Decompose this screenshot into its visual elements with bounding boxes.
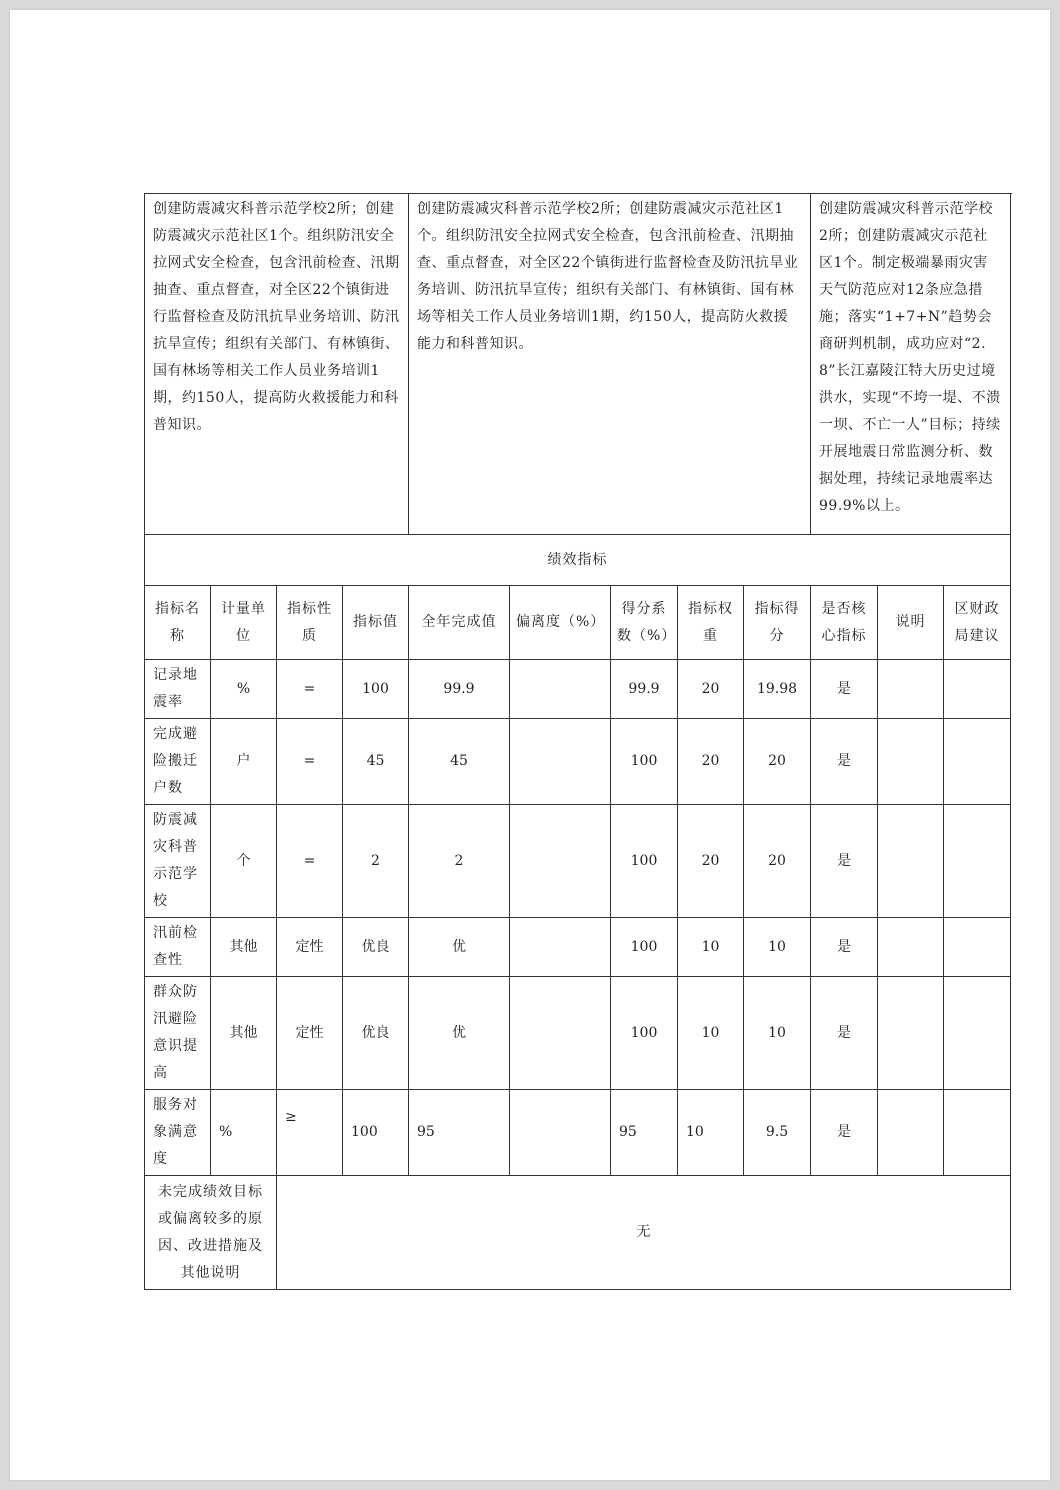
description-row: [145, 194, 1011, 535]
core-cell: 是: [811, 1090, 878, 1176]
score-cell: 19.98: [744, 660, 811, 719]
note-cell: [878, 660, 944, 719]
nature-cell: 定性: [277, 977, 343, 1090]
table-row: [145, 1090, 1011, 1176]
nature-cell: ≥: [277, 1090, 343, 1176]
score-cell: 20: [744, 719, 811, 805]
target-cell: 优良: [343, 977, 409, 1090]
target-cell: 100: [343, 1090, 409, 1176]
footer-value: 无: [277, 1176, 1011, 1290]
indicator-name: 群众防汛避险意识提高: [145, 977, 211, 1090]
target-cell: 2: [343, 805, 409, 918]
description-cell-2: 创建防震减灾科普示范学校2所；创建防震减灾示范社区1个。组织防汛安全拉网式安全检查，包含汛前检查、汛期抽查、重点督查，对全区22个镇街进行监督检查及防汛抗旱业务培训、防汛抗旱宣传；组织有关部门、有林镇街、国有林场等相关工作人员业务培训1期，约150人，提高防火救援能力和科普知识。: [409, 194, 811, 535]
actual-cell: 2: [409, 805, 510, 918]
note-cell: [878, 977, 944, 1090]
advice-cell: [944, 918, 1011, 977]
weight-cell: 10: [678, 977, 744, 1090]
target-cell: 45: [343, 719, 409, 805]
score-cell: 10: [744, 918, 811, 977]
coefficient-cell: 100: [611, 977, 678, 1090]
indicator-name: 完成避险搬迁户数: [145, 719, 211, 805]
advice-cell: [944, 660, 1011, 719]
table-row: [145, 805, 1011, 918]
indicator-name: 汛前检查性: [145, 918, 211, 977]
score-cell: 9.5: [744, 1090, 811, 1176]
target-cell: 100: [343, 660, 409, 719]
actual-cell: 优: [409, 918, 510, 977]
table-row: [145, 918, 1011, 977]
core-cell: 是: [811, 719, 878, 805]
indicator-name: 防震减灾科普示范学校: [145, 805, 211, 918]
table-row: [145, 977, 1011, 1090]
footer-label: 未完成绩效目标或偏离较多的原因、改进措施及其他说明: [145, 1176, 277, 1290]
header-note: 说明: [878, 586, 944, 660]
coefficient-cell: 99.9: [611, 660, 678, 719]
nature-cell: 定性: [277, 918, 343, 977]
core-cell: 是: [811, 918, 878, 977]
header-weight: 指标权重: [678, 586, 744, 660]
unit-cell: 个: [211, 805, 277, 918]
header-deviation: 偏离度（%）: [510, 586, 611, 660]
core-cell: 是: [811, 805, 878, 918]
unit-cell: %: [211, 1090, 277, 1176]
deviation-cell: [510, 719, 611, 805]
table-row: [145, 719, 1011, 805]
advice-cell: [944, 719, 1011, 805]
header-advice: 区财政局建议: [944, 586, 1011, 660]
document-page: [10, 10, 1050, 1480]
nature-cell: =: [277, 805, 343, 918]
header-unit: 计量单位: [211, 586, 277, 660]
note-cell: [878, 805, 944, 918]
weight-cell: 10: [678, 1090, 744, 1176]
section-title-row: [145, 535, 1011, 586]
indicator-name: 服务对象满意度: [145, 1090, 211, 1176]
coefficient-cell: 100: [611, 918, 678, 977]
description-cell-3: 创建防震减灾科普示范学校2所；创建防震减灾示范社区1个。制定极端暴雨灾害天气防范应对12条应急措施；落实“1+7+N”趋势会商研判机制，成功应对“2.8”长江嘉陵江特大历史过境洪水，实现“不垮一堤、不溃一坝、不亡一人”目标；持续开展地震日常监测分析、数据处理，持续记录地震率达99.9%以上。: [811, 194, 1011, 535]
nature-cell: =: [277, 719, 343, 805]
deviation-cell: [510, 1090, 611, 1176]
header-indicator-name: 指标名称: [145, 586, 211, 660]
header-score: 指标得分: [744, 586, 811, 660]
unit-cell: %: [211, 660, 277, 719]
performance-table: [144, 193, 1011, 1290]
weight-cell: 20: [678, 660, 744, 719]
actual-cell: 45: [409, 719, 510, 805]
score-cell: 10: [744, 977, 811, 1090]
advice-cell: [944, 1090, 1011, 1176]
note-cell: [878, 918, 944, 977]
unit-cell: 其他: [211, 918, 277, 977]
note-cell: [878, 719, 944, 805]
score-cell: 20: [744, 805, 811, 918]
actual-cell: 优: [409, 977, 510, 1090]
header-target: 指标值: [343, 586, 409, 660]
coefficient-cell: 100: [611, 805, 678, 918]
deviation-cell: [510, 977, 611, 1090]
core-cell: 是: [811, 660, 878, 719]
deviation-cell: [510, 660, 611, 719]
header-coefficient: 得分系数（%）: [611, 586, 678, 660]
header-row: [145, 586, 1011, 660]
weight-cell: 20: [678, 805, 744, 918]
indicator-name: 记录地震率: [145, 660, 211, 719]
footer-row: [145, 1176, 1011, 1290]
deviation-cell: [510, 918, 611, 977]
weight-cell: 20: [678, 719, 744, 805]
section-title: 绩效指标: [145, 535, 1011, 586]
coefficient-cell: 95: [611, 1090, 678, 1176]
table-row: [145, 660, 1011, 719]
deviation-cell: [510, 805, 611, 918]
actual-cell: 95: [409, 1090, 510, 1176]
advice-cell: [944, 805, 1011, 918]
header-actual: 全年完成值: [409, 586, 510, 660]
weight-cell: 10: [678, 918, 744, 977]
unit-cell: 户: [211, 719, 277, 805]
target-cell: 优良: [343, 918, 409, 977]
core-cell: 是: [811, 977, 878, 1090]
advice-cell: [944, 977, 1011, 1090]
unit-cell: 其他: [211, 977, 277, 1090]
coefficient-cell: 100: [611, 719, 678, 805]
nature-cell: =: [277, 660, 343, 719]
header-core: 是否核心指标: [811, 586, 878, 660]
description-cell-1: 创建防震减灾科普示范学校2所；创建防震减灾示范社区1个。组织防汛安全拉网式安全检查，包含汛前检查、汛期抽查、重点督查，对全区22个镇街进行监督检查及防汛抗旱业务培训、防汛抗旱宣传；组织有关部门、有林镇街、国有林场等相关工作人员业务培训1期，约150人，提高防火救援能力和科普知识。: [145, 194, 409, 535]
note-cell: [878, 1090, 944, 1176]
header-nature: 指标性质: [277, 586, 343, 660]
actual-cell: 99.9: [409, 660, 510, 719]
